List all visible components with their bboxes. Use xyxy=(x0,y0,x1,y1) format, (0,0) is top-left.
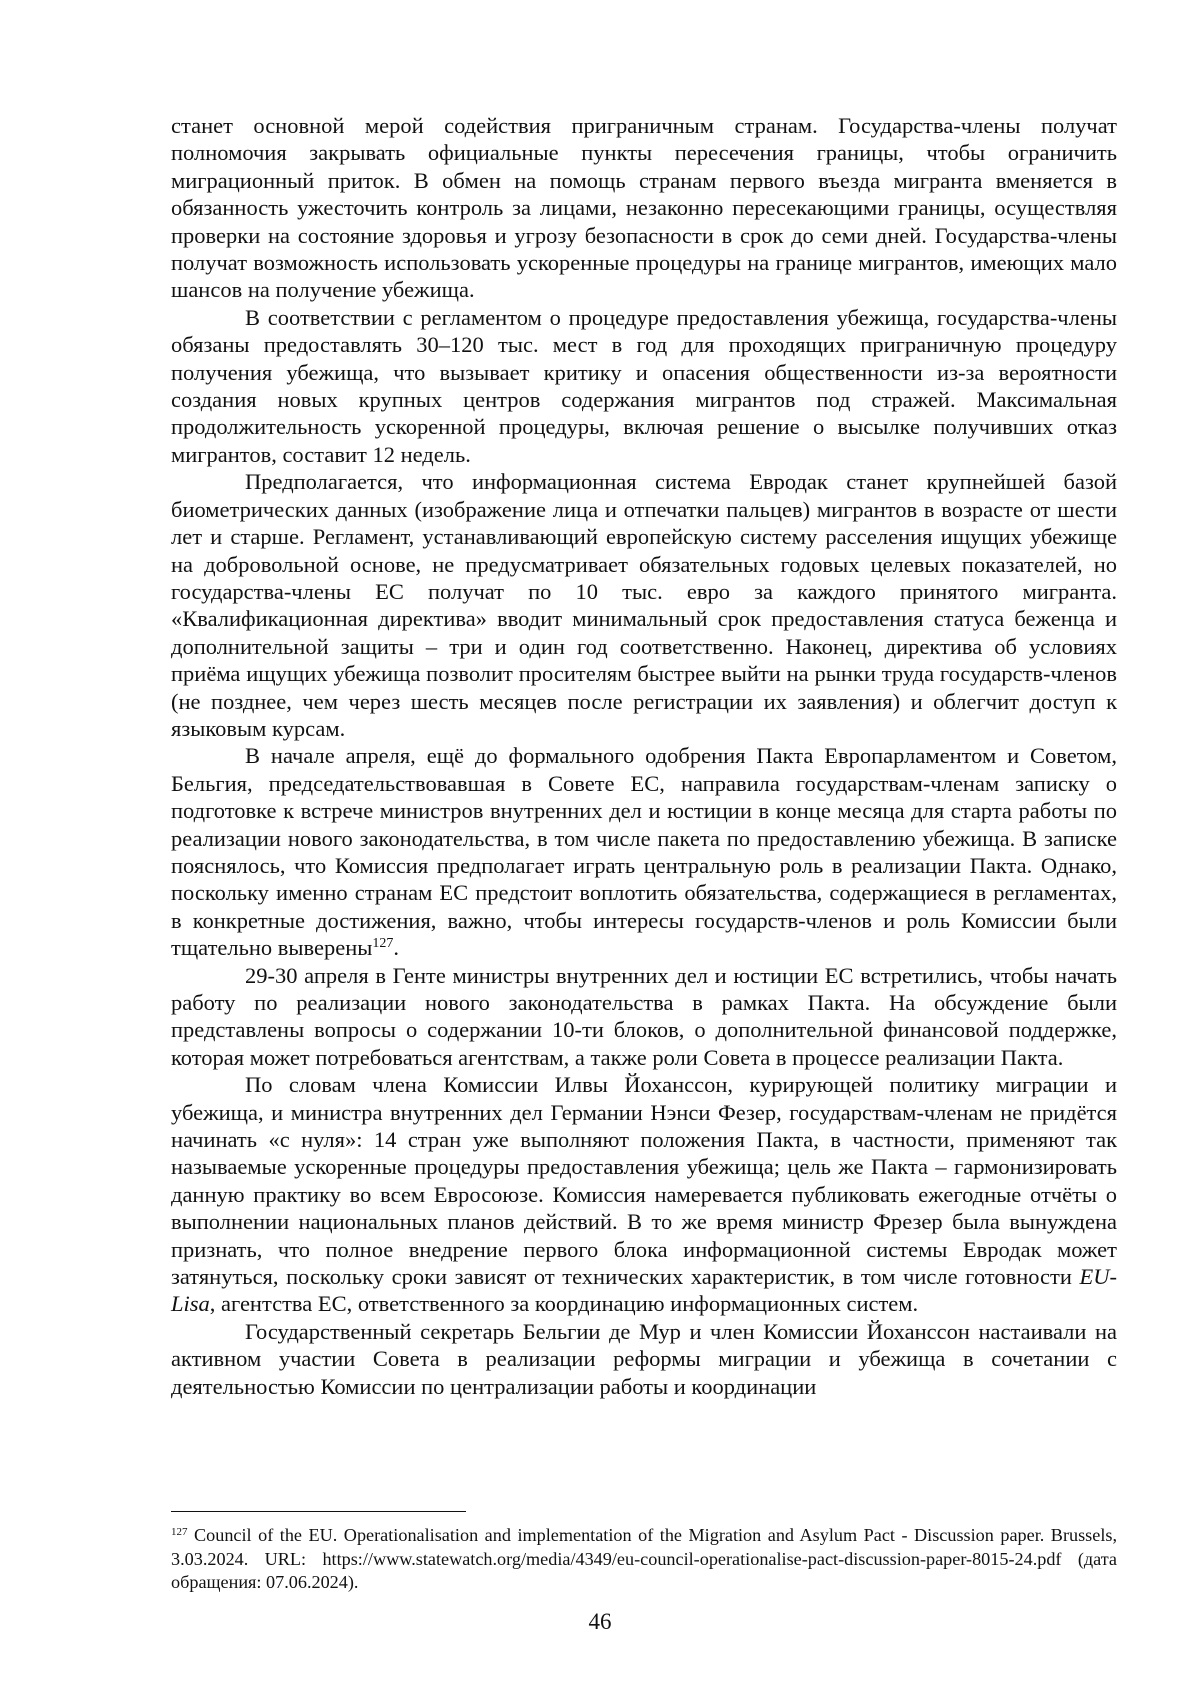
paragraph-1: станет основной мерой содействия приграничным странам. Государства-члены получат полномочия закрывать официальные пункты пересечения границы, чтобы ограничить миграционный приток. В обмен на помощь странам первого въезда мигранта вменяется в обязанность ужесточить контроль за лицами, незаконно пересекающими границы, осуществляя проверки на состояние здоровья и угрозу безопасности в срок до семи дней. Государства-члены получат возможность использовать ускоренные процедуры на границе мигрантов, имеющих мало шансов на получение убежища. xyxy=(171,113,1117,303)
page-number: 46 xyxy=(588,1609,612,1634)
paragraph-7: Государственный секретарь Бельгии де Мур и член Комиссии Йоханссон настаивали на активном участии Совета в реализации реформы миграции и убежища в сочетании с деятельностью Комиссии по централизации работы и координации xyxy=(171,1318,1117,1399)
body-text xyxy=(171,112,1117,1400)
footnote-127 xyxy=(171,1524,1117,1595)
paragraph-5: 29-30 апреля в Генте министры внутренних дел и юстиции ЕС встретились, чтобы начать работу по реализации нового законодательства в рамках Пакта. На обсуждение были представлены вопросы о содержании 10-ти блоков, о дополнительной финансовой поддержке, которая может потребоваться агентствам, а также роли Совета в процессе реализации Пакта. xyxy=(171,962,1117,1070)
eu-lisa-term: EU-Lisa xyxy=(171,1264,1117,1317)
footnote-separator xyxy=(171,1511,466,1512)
paragraph-4-text: В начале апреля, ещё до формального одобрения Пакта Европарламентом и Советом, Бельгия, председательствовавшая в Совете ЕС, направила государствам-членам записку о подготовке к встрече министров внутренних дел и юстиции в конце месяца для старта работы по реализации нового законодательства, в том числе пакета по предоставлению убежища. В записке пояснялось, что Комиссия предполагает играть центральную роль в реализации Пакта. Однако, поскольку именно странам ЕС предстоит воплотить обязательства, содержащиеся в регламентах, в конкретные достижения, важно, чтобы интересы государств-членов и роль Комиссии были тщательно выверены xyxy=(171,743,1117,961)
footnote-ref-127[interactable]: 127 xyxy=(372,936,394,952)
paragraph-4-end: . xyxy=(393,935,400,961)
paragraph-2: В соответствии с регламентом о процедуре предоставления убежища, государства-члены обязаны предоставлять 30–120 тыс. мест в год для проходящих приграничную процедуру получения убежища, что вызывает критику и опасения общественности из-за вероятности создания новых крупных центров содержания мигрантов под стражей. Максимальная продолжительность ускоренной процедуры, включая решение о высылке получивших отказ мигрантов, составит 12 недель. xyxy=(171,304,1117,467)
paragraph-6-text: По словам члена Комиссии Илвы Йоханссон, курирующей политику миграции и убежища, и министра внутренних дел Германии Нэнси Фезер, государствам-членам не придётся начинать «с нуля»: 14 стран уже выполняют положения Пакта, в частности, применяют так называемые ускоренные процедуры предоставления убежища; цель же Пакта – гармонизировать данную практику во всем Евросоюзе. Комиссия намеревается публиковать ежегодные отчёты о выполнении национальных планов действий. В то же время министр Фрезер была вынуждена признать, что полное внедрение первого блока информационной системы Евродак может затянуться, поскольку сроки зависят от технических характеристик, в том числе готовности xyxy=(171,1072,1117,1290)
paragraph-4 xyxy=(171,742,1117,961)
paragraph-3: Предполагается, что информационная система Евродак станет крупнейшей базой биометрических данных (изображение лица и отпечатки пальцев) мигрантов в возрасте от шести лет и старше. Регламент, устанавливающий европейскую систему расселения ищущих убежище на добровольной основе, не предусматривает обязательных годовых целевых показателей, но государства-члены ЕС получат по 10 тыс. евро за каждого принятого мигранта. «Квалификационная директива» вводит минимальный срок предоставления статуса беженца и дополнительной защиты – три и один год соответственно. Наконец, директива об условиях приёма ищущих убежища позволит просителям быстрее выйти на рынки труда государств-членов (не позднее, чем через шесть месяцев после регистрации их заявления) и облегчит доступ к языковым курсам. xyxy=(171,469,1117,741)
footnote-number: 127 xyxy=(171,1526,188,1538)
footnote-url-link[interactable]: https://www.statewatch.org/media/4349/eu-council-operationalise-pact-discussion-paper-8015-24.pdf xyxy=(322,1548,1062,1569)
paragraph-6 xyxy=(171,1071,1117,1318)
footnote-text: Council of the EU. Operationalisation and implementation of the Migration and Asylum Pact - Discussion paper. Brussels, 3.03.2024. URL: xyxy=(171,1525,1117,1569)
paragraph-6-end: , агентства ЕС, ответственного за координацию информационных систем. xyxy=(209,1291,919,1317)
footnote-access-date: (дата обращения: 07.06.2024). xyxy=(171,1548,1118,1593)
